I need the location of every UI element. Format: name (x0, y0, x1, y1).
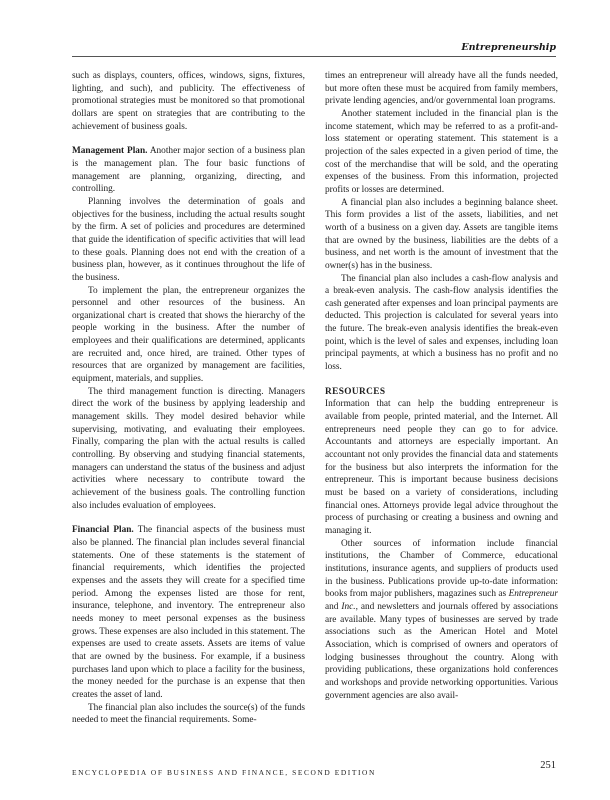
right-column (325, 70, 558, 702)
book-title: ENCYCLOPEDIA OF BUSINESS AND FINANCE, SECOND EDITION (72, 768, 376, 777)
paragraph: To implement the plan, the entrepreneur organizes the personnel and other resources of the business. An organizational chart is created that shows the hierarchy of the people working in the business. After the number of employees and their qualifications are determined, applicants are recruited and, once hired, are trained. Other types of resources that are organized by management are facilities, equipment, materials, and supplies. (72, 285, 305, 385)
resources-heading: RESOURCES (325, 386, 386, 397)
paragraph: Another statement included in the financial plan is the income statement, which may be referred to as a profit-and-loss statement or operating statement. This statement is a projection of the sales expected in a given period of time, the cost of the merchandise that will be sold, and the operating expenses of the business. From this information, projected profits or losses are determined. (325, 108, 558, 195)
page-footer (72, 762, 556, 780)
paragraph: times an entrepreneur will already have all the funds needed, but more often these must be acquired from family members, private lending agencies, and/or governmental loan programs. (325, 71, 558, 107)
magazine-title: Entrepreneur (508, 589, 558, 600)
paragraph: The financial plan also includes the source(s) of the funds needed to meet the financial requirements. Some- (72, 702, 305, 726)
paragraph: Information that can help the budding entrepreneur is available from people, printed material, and the Internet. All entrepreneurs need people they can go to for advice. Accountants and attorneys are especially important. An accountant not only provides the financial data and statements for the business but also interprets the information for the entrepreneur. This is important because business decisions must be based on a variety of considerations, including financial ones. Attorneys provide legal advice throughout the process of purchasing or creating a business and owning and managing it. (325, 399, 558, 536)
paragraph-text: Other sources of information include financial institutions, the Chamber of Commerce, educational institutions, insurance agents, and suppliers of products used in the business. Publications provide up-to-date information: books from major publishers, magazines such as (325, 538, 558, 600)
paragraph: Planning involves the determination of goals and objectives for the business, including the actual results sought by the firm. A set of policies and procedures are determined that guide the identification of specific activities that will lead to these goals. Planning does not end with the creation of a business plan, however, as it continues throughout the life of the business. (72, 196, 305, 283)
paragraph-text: Another major section of a business plan is the management plan. The four basic functions of management are planning, organizing, directing, and controlling. (72, 146, 305, 195)
paragraph: A financial plan also includes a beginning balance sheet. This form provides a list of the assets, liabilities, and net worth of a business on a given day. Assets are tangible items that are owned by the business, liabilities are the debts of a business, and net worth is the amount of investment that the owner(s) has in the business. (325, 197, 558, 271)
page-number: 251 (540, 760, 556, 771)
paragraph (325, 538, 558, 703)
financial-plan-heading: Financial Plan. (72, 525, 134, 536)
paragraph: The third management function is directing. Managers direct the work of the business by applying leadership and management skills. They model desired behavior while supervising, motivating, and evaluating their employees. Finally, comparing the plan with the actual results is called controlling. By observing and studying financial statements, managers can understand the status of the business and adjust activities where necessary to contribute toward the achievement of the business goals. The controlling function also includes evaluation of employees. (72, 386, 305, 511)
financial-plan-paragraph (72, 524, 305, 701)
left-column (72, 70, 305, 727)
management-plan-heading: Management Plan. (72, 146, 148, 157)
paragraph: The financial plan also includes a cash-flow analysis and a break-even analysis. The cash-flow analysis identifies the cash generated after expenses and loan principal payments are deducted. This projection is calculated for several years into the future. The break-even analysis identifies the break-even point, which is the level of sales and expenses, including loan principal payments, at which a business has no profit and no loss. (325, 273, 558, 373)
running-head: Entrepreneurship (461, 42, 556, 53)
paragraph-text: , and newsletters and journals offered by associations are available. Many types of businesses are served by trade associations such as the American Hotel and Motel Association, which is comprised of owners and operators of lodging businesses throughout the country. Along with providing publications, these organizations hold conferences and workshops and provide networking opportunities. Various government agencies are also avail- (325, 601, 559, 701)
paragraph: such as displays, counters, offices, windows, signs, fixtures, lighting, and such), and publicity. The effectiveness of promotional strategies must be monitored so that promotional dollars are spent on strategies that are contributing to the achievement of business goals. (72, 71, 305, 132)
paragraph-text: and (325, 601, 342, 612)
header-rule (72, 56, 556, 57)
paragraph-text: The financial aspects of the business must also be planned. The financial plan includes several financial statements. One of these statements is the statement of financial requirements, which identifies the projected expenses and the assets they will create for a specified time period. Among the expenses listed are those for rent, insurance, telephone, and inventory. The entrepreneur also needs money to meet personal expenses as the business grows. These expenses are also included in this statement. The expenses are used to create assets. Assets are items of value that are owned by the business. For example, if a business purchases land upon which to place a facility for the business, the money needed for the purchase is an expense that then creates the asset of land. (72, 525, 305, 700)
magazine-title: Inc. (341, 601, 356, 612)
management-plan-paragraph (72, 145, 305, 196)
